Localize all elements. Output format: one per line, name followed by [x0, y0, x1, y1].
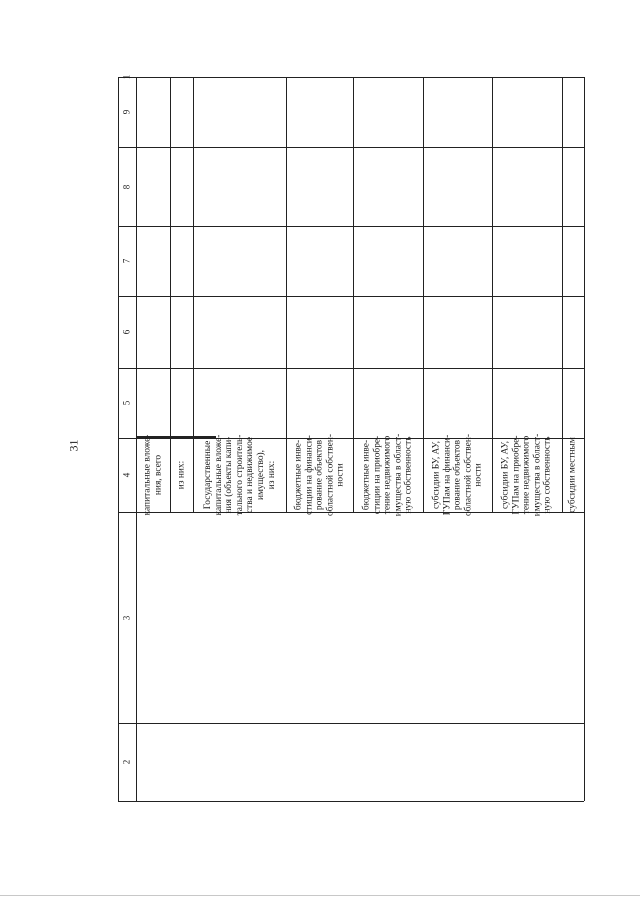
- row-label-line: ГУПам на приобре-: [511, 435, 522, 515]
- row-label: [293, 434, 346, 516]
- row-label-line: ную собственность: [403, 436, 414, 514]
- table-border-left: [118, 77, 119, 801]
- column-separator: [118, 723, 584, 724]
- column-number-6: 6: [121, 329, 132, 335]
- row-label-line: ности: [335, 463, 346, 487]
- row-label: [362, 434, 415, 517]
- column-number-4: 4: [121, 472, 132, 478]
- row-label-line: ния (объекты капи-: [223, 436, 234, 514]
- row-label: [176, 461, 187, 489]
- row-label-line: тального строитель-: [234, 434, 245, 516]
- row-separator: [562, 77, 563, 512]
- row-label-line: Государственные: [202, 440, 213, 510]
- row-label: [202, 435, 276, 516]
- row-label-line: бюджетные инве-: [361, 439, 372, 511]
- row-label-line: рование объектов: [452, 439, 463, 511]
- column-number-1: 1: [121, 74, 132, 80]
- table-border-bottom: [118, 801, 584, 802]
- row-label-line: ства и недвижимое: [244, 436, 255, 514]
- row-label-line: капитальные вложе-: [213, 434, 224, 516]
- row-label-line: стиции на приобре-: [372, 435, 383, 515]
- row-label-line: из них:: [176, 460, 187, 490]
- row-separator: [286, 77, 287, 512]
- header-row-separator: [136, 77, 137, 801]
- row-label: [431, 434, 484, 516]
- row-label-line: бюджетные инве-: [293, 439, 304, 511]
- column-separator: [118, 368, 584, 369]
- row-separator: [353, 77, 354, 512]
- row-separator: [193, 77, 194, 512]
- row-label-line: ния, всего: [153, 454, 163, 496]
- row-label-line: областной собствен-: [462, 434, 473, 516]
- bottom-divider: [0, 895, 640, 896]
- row-label-line: рование объектов: [314, 439, 325, 511]
- row-label-line: ГУПам на финанси-: [441, 434, 452, 516]
- budget-table: [118, 74, 584, 801]
- row-label-line: областной собствен-: [324, 434, 335, 516]
- row-label: [501, 434, 554, 517]
- row-separator: [492, 77, 493, 512]
- page-number: 31: [66, 439, 81, 452]
- column-separator: [118, 226, 584, 227]
- row-label-line: ности: [473, 463, 484, 487]
- row-label-line: из них:: [265, 460, 276, 490]
- row-label-line: капитальные вложе-: [142, 434, 153, 516]
- row-label-line: субсидии местным: [567, 437, 578, 513]
- column-number-2: 2: [121, 759, 132, 765]
- row-label: [142, 435, 163, 516]
- column-number-9: 9: [121, 109, 132, 115]
- row-label-line: имущество),: [255, 449, 266, 501]
- table-border-top: [118, 74, 584, 80]
- column-number-3: 3: [121, 615, 132, 620]
- row-separator: [170, 77, 171, 512]
- row-label: [568, 437, 579, 513]
- row-label-line: тение недвижимого: [521, 435, 532, 515]
- column-number-8: 8: [121, 184, 132, 189]
- row-label-line: имущества в област-: [532, 433, 543, 517]
- row-label-line: имущества в област-: [393, 433, 404, 517]
- row-label-line: субсидии БУ, АУ,: [431, 441, 442, 509]
- row-label-line: ную собственность: [542, 436, 553, 514]
- column-number-7: 7: [121, 258, 132, 264]
- row-label-line: тение недвижимого: [382, 435, 393, 515]
- row-separator: [423, 77, 424, 512]
- column-number-5: 5: [121, 400, 132, 406]
- row-label-line: стиции на финанси-: [303, 435, 314, 515]
- row-label-line: субсидии БУ, АУ,: [500, 441, 511, 509]
- column-separator: [118, 147, 584, 148]
- table-border-right: [584, 77, 585, 801]
- column-separator: [118, 296, 584, 297]
